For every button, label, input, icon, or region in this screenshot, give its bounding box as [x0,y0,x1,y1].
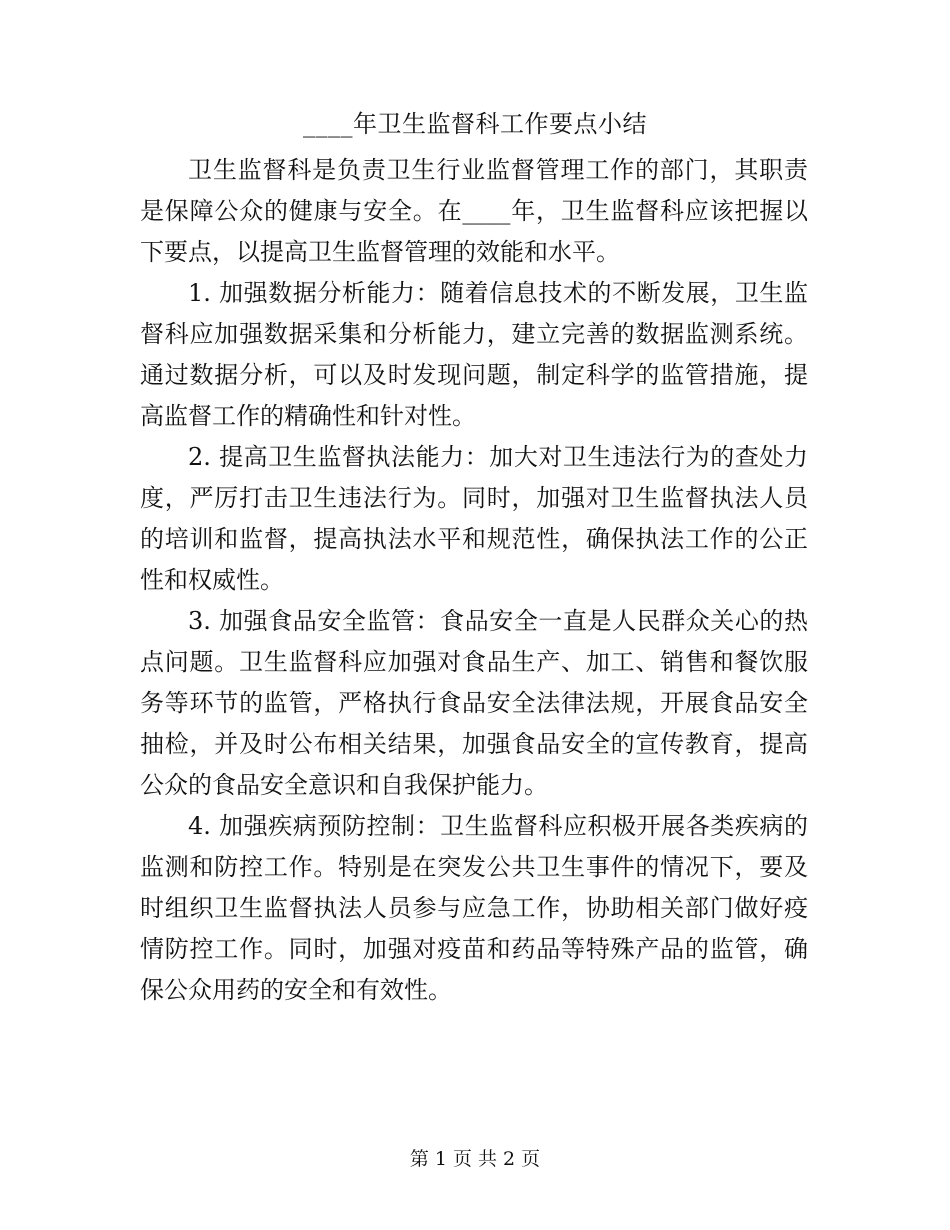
point-1-paragraph: 1. 加强数据分析能力：随着信息技术的不断发展，卫生监督科应加强数据采集和分析能力，建立完善的数据监测系统。通过数据分析，可以及时发现问题，制定科学的监管措施，提高监督工作的精确性和针对性。 [140,279,808,430]
point-2-paragraph: 2. 提高卫生监督执法能力：加大对卫生违法行为的查处力度，严厉打击卫生违法行为。同时，加强对卫生监督执法人员的培训和监督，提高执法水平和规范性，确保执法工作的公正性和权威性。 [140,443,808,594]
intro-paragraph: 卫生监督科是负责卫生行业监督管理工作的部门，其职责是保障公众的健康与安全。在____年，卫生监督科应该把握以下要点，以提高卫生监督管理的效能和水平。 [140,156,808,266]
document-body [140,150,808,1011]
page-number-footer: 第 1 页 共 2 页 [409,1148,541,1170]
document-title: ____年卫生监督科工作要点小结 [303,110,647,138]
point-3-paragraph: 3. 加强食品安全监管：食品安全一直是人民群众关心的热点问题。卫生监督科应加强对食品生产、加工、销售和餐饮服务等环节的监管，严格执行食品安全法律法规，开展食品安全抽检，并及时公布相关结果，加强食品安全的宣传教育，提高公众的食品安全意识和自我保护能力。 [140,607,808,799]
point-4-paragraph: 4. 加强疾病预防控制：卫生监督科应积极开展各类疾病的监测和防控工作。特别是在突发公共卫生事件的情况下，要及时组织卫生监督执法人员参与应急工作，协助相关部门做好疫情防控工作。同时，加强对疫苗和药品等特殊产品的监管，确保公众用药的安全和有效性。 [140,812,808,1004]
